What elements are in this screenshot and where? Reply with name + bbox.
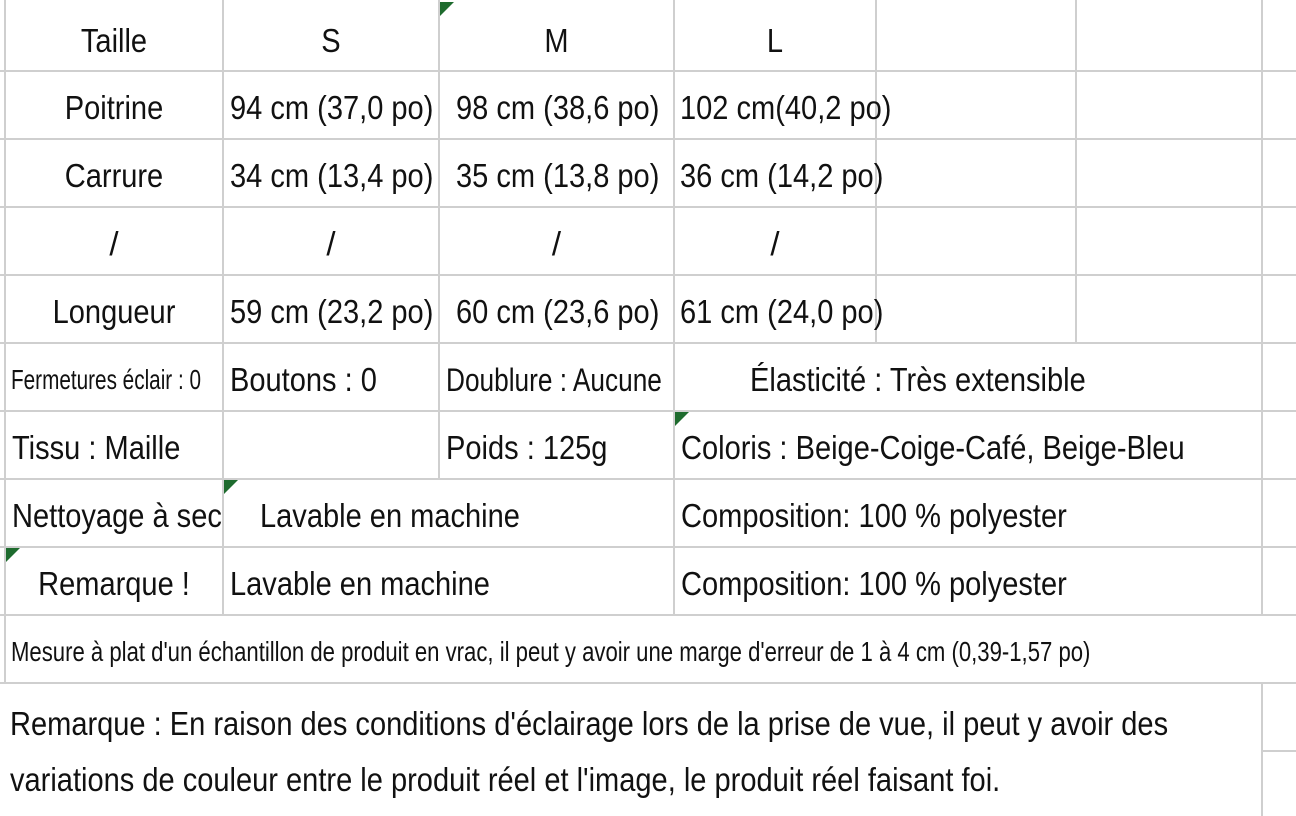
color-note-cell[interactable]: Remarque : En raison des conditions d'éclairage lors de la prise de vue, il peut y avoir des variations de couleur entre le produit réel et l'image, le produit réel faisant foi. bbox=[10, 705, 1169, 798]
zippers-cell[interactable]: Fermetures éclair : 0 bbox=[11, 364, 201, 395]
empty-m[interactable]: / bbox=[551, 225, 562, 262]
size-header-label[interactable]: Taille bbox=[80, 22, 148, 59]
buttons-cell[interactable]: Boutons : 0 bbox=[230, 361, 377, 398]
gridline bbox=[673, 0, 675, 616]
gridline bbox=[1075, 0, 1077, 344]
gridline bbox=[222, 0, 224, 616]
length-m[interactable]: 60 cm (23,6 po) bbox=[456, 293, 660, 330]
shoulder-s[interactable]: 34 cm (13,4 po) bbox=[230, 157, 434, 194]
row-label-chest[interactable]: Poitrine bbox=[64, 89, 164, 126]
row-label-length[interactable]: Longueur bbox=[52, 293, 176, 330]
chest-l[interactable]: 102 cm(40,2 po) bbox=[680, 89, 892, 126]
comment-marker[interactable] bbox=[224, 480, 238, 494]
comment-marker[interactable] bbox=[440, 2, 454, 16]
dry-clean-cell[interactable]: Nettoyage à sec bbox=[12, 497, 222, 534]
size-header-s[interactable]: S bbox=[321, 22, 341, 59]
shoulder-l[interactable]: 36 cm (14,2 po) bbox=[680, 157, 884, 194]
empty-s[interactable]: / bbox=[326, 225, 336, 262]
colors-cell[interactable]: Coloris : Beige-Coige-Café, Beige-Bleu bbox=[681, 429, 1185, 466]
composition-cell-2[interactable]: Composition: 100 % polyester bbox=[681, 565, 1067, 602]
row-label-shoulder[interactable]: Carrure bbox=[64, 157, 164, 194]
washable-cell-2[interactable]: Lavable en machine bbox=[230, 565, 490, 602]
lining-cell[interactable]: Doublure : Aucune bbox=[446, 361, 662, 398]
length-s[interactable]: 59 cm (23,2 po) bbox=[230, 293, 434, 330]
measure-note-cell[interactable]: Mesure à plat d'un échantillon de produit en vrac, il peut y avoir une marge d'erreur de 1 à 4 cm (0,39-1,57 po) bbox=[11, 636, 1091, 667]
chest-s[interactable]: 94 cm (37,0 po) bbox=[230, 89, 434, 126]
size-header-m[interactable]: M bbox=[544, 22, 569, 59]
gridline bbox=[1261, 750, 1296, 752]
length-l[interactable]: 61 cm (24,0 po) bbox=[680, 293, 884, 330]
washable-cell[interactable]: Lavable en machine bbox=[260, 497, 520, 534]
elasticity-cell[interactable]: Élasticité : Très extensible bbox=[750, 361, 1086, 398]
size-header-l[interactable]: L bbox=[766, 22, 784, 59]
row-label-empty[interactable]: / bbox=[109, 225, 119, 262]
chest-m[interactable]: 98 cm (38,6 po) bbox=[456, 89, 660, 126]
weight-cell[interactable]: Poids : 125g bbox=[446, 429, 608, 466]
composition-cell[interactable]: Composition: 100 % polyester bbox=[681, 497, 1067, 534]
fabric-cell[interactable]: Tissu : Maille bbox=[12, 429, 181, 466]
gridline bbox=[1261, 0, 1263, 616]
remark-label-cell[interactable]: Remarque ! bbox=[38, 565, 190, 602]
empty-l[interactable]: / bbox=[770, 225, 780, 262]
shoulder-m[interactable]: 35 cm (13,8 po) bbox=[456, 157, 660, 194]
comment-marker[interactable] bbox=[6, 548, 20, 562]
